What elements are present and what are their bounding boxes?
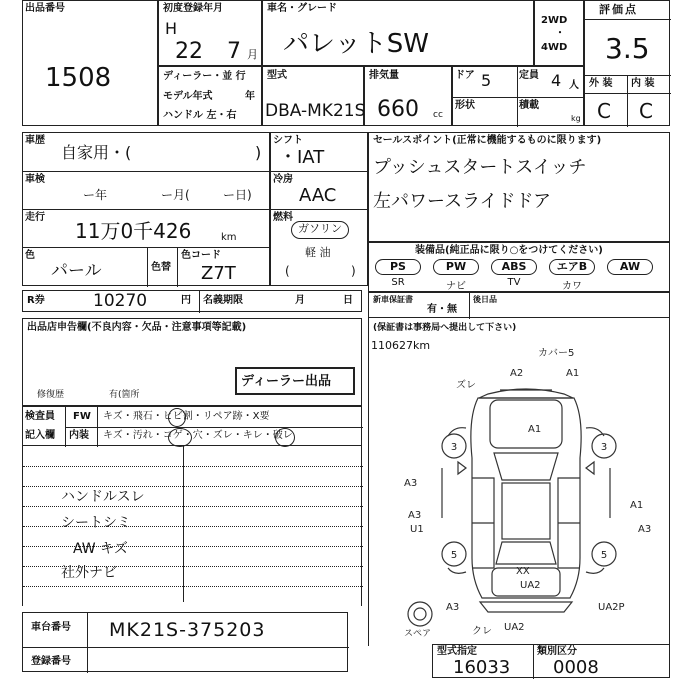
- notes-area: [22, 446, 362, 606]
- recycle-unit: 円: [181, 295, 191, 306]
- lot-number: 1508: [45, 63, 112, 93]
- mark-a2-top: A2: [510, 368, 524, 379]
- exterior-grade: C: [597, 99, 611, 123]
- right-mirror: [586, 462, 594, 474]
- grade-vdivider: [627, 75, 628, 127]
- divider: [23, 506, 363, 507]
- fw-circle-mark: [168, 408, 186, 427]
- warranty-box: [368, 292, 670, 318]
- reg-month: 7: [227, 39, 241, 64]
- fw-label: FW: [73, 411, 91, 422]
- era-mark: H: [165, 19, 178, 38]
- mileage-unit: km: [221, 232, 237, 243]
- vehicle-info-box: [22, 132, 270, 286]
- equipment-item-top: PW: [433, 259, 479, 275]
- seller-report-label: 出品店申告欄(不良内容・欠品・注意事項等記載): [27, 322, 247, 333]
- drive-box: [534, 0, 584, 66]
- car-diagram-svg: [368, 318, 670, 646]
- shape-vdivider: [517, 97, 518, 127]
- displacement-label: 排気量: [369, 70, 399, 81]
- class-value: 0008: [553, 657, 599, 678]
- divider: [23, 171, 271, 172]
- fuel-light-oil: 軽 油: [305, 246, 331, 259]
- seats-label: 定員: [519, 70, 539, 81]
- doors-value: 5: [481, 71, 492, 90]
- mark-xx: XX: [516, 566, 530, 577]
- name-grade-label: 車名・グレード: [267, 3, 337, 14]
- model-name: パレットSW: [283, 29, 429, 59]
- color-label: 色: [25, 250, 35, 261]
- mileage-value: 11万0千426: [75, 219, 192, 243]
- tire-rr-value: 5: [600, 550, 608, 561]
- equipment-label: 装備品(純正品に限り○をつけてください): [415, 245, 603, 256]
- designation-label: 型式指定: [437, 646, 477, 657]
- fuel-gasoline-circled: ガソリン: [291, 221, 349, 239]
- mark-ua2-bottom: UA2: [504, 622, 525, 633]
- limit-month-unit: 月: [295, 295, 305, 306]
- diagram-note: (保証書は事務局へ提出して下さい): [373, 323, 517, 333]
- reg-year: 22: [175, 39, 203, 64]
- type-value: DBA-MK21S: [265, 101, 366, 121]
- equipment-item-bottom: ナビ: [446, 281, 466, 292]
- first-registration-box: [158, 0, 262, 66]
- note-line-3: AW キズ: [73, 541, 128, 557]
- designation-box: [432, 644, 670, 678]
- score-box: [584, 0, 670, 126]
- recycle-box: [22, 290, 362, 312]
- equipment-box: [368, 242, 670, 292]
- mark-a1-center: A1: [528, 424, 542, 435]
- class-label: 類別区分: [537, 646, 577, 657]
- drive-2wd: 2WD: [541, 15, 568, 26]
- swatch-label: 色替: [151, 262, 171, 273]
- mileage-label: 走行: [25, 212, 45, 223]
- history-close: ): [255, 143, 262, 162]
- repair-label: 修復歴: [37, 390, 65, 400]
- mark-kaba: カバー5: [538, 348, 575, 359]
- drive-sep: ・: [555, 28, 565, 39]
- divider: [23, 586, 363, 587]
- shift-value: ・IAT: [279, 147, 325, 168]
- tire-fl-value: 3: [450, 442, 458, 453]
- equipment-item-top: エアB: [549, 259, 595, 275]
- doors-seats-box: [452, 66, 584, 126]
- cc-unit: cc: [433, 110, 443, 120]
- color-value: パール: [51, 261, 102, 281]
- mark-a3-left: A3: [404, 478, 418, 489]
- note-line-2: シートシミ: [61, 515, 131, 531]
- windshield: [494, 453, 558, 480]
- score-label: 評価点: [599, 3, 638, 16]
- selling-point-1: プッシュスタートスイッチ: [373, 157, 587, 178]
- spare-label: スペア: [404, 629, 432, 639]
- hood: [490, 400, 562, 448]
- rear-window: [496, 542, 556, 564]
- type-label: 型式: [267, 70, 287, 81]
- divider: [23, 486, 363, 487]
- aircon-value: AAC: [299, 185, 337, 206]
- diagram-handwritten-mileage: 110627km: [371, 339, 431, 352]
- equipment-item-top: AW: [607, 259, 653, 275]
- mark-u1: U1: [410, 524, 424, 535]
- inspection-day: ー日): [223, 188, 252, 202]
- month-unit: 月: [247, 48, 258, 61]
- displacement-value: 660: [377, 97, 419, 122]
- note-line-4: 社外ナビ: [61, 565, 117, 581]
- int-circle-mark-2: [275, 428, 295, 447]
- repair-value: 有(箇所: [109, 390, 140, 400]
- fuel-label: 燃料: [273, 212, 293, 223]
- name-limit-label: 名義期限: [203, 295, 243, 306]
- interior-label: 内 装: [631, 78, 655, 89]
- selling-points-label: セールスポイント(正常に機能するものに限ります): [373, 135, 602, 146]
- fuel-paren-open: (: [285, 264, 290, 278]
- inspection-year: ー年: [83, 188, 108, 202]
- fuel-paren-close: ): [351, 264, 356, 278]
- left-mirror: [458, 462, 466, 474]
- divider: [147, 247, 148, 287]
- spare-tire: [408, 602, 432, 626]
- color-code-label: 色コード: [181, 250, 221, 261]
- later-items-label: 後日品: [473, 295, 497, 304]
- divider: [183, 446, 184, 602]
- divider: [87, 613, 88, 673]
- mark-a3-right: A3: [638, 524, 652, 535]
- rear-bumper: [480, 602, 572, 612]
- doors-vdivider: [517, 67, 518, 97]
- model-year-unit: 年: [245, 91, 255, 102]
- interior-grade: C: [639, 99, 653, 123]
- doors-label: ドア: [455, 70, 475, 81]
- first-reg-label: 初度登録年月: [163, 3, 223, 14]
- lot-box: [22, 0, 158, 126]
- warranty-label: 新車保証書: [373, 295, 413, 304]
- drive-4wd: 4WD: [541, 42, 568, 53]
- drivetrain-box: [270, 132, 368, 286]
- lot-label: 出品番号: [25, 3, 65, 14]
- divider: [199, 291, 200, 313]
- designation-value: 16033: [453, 657, 511, 678]
- color-code-value: Z7T: [201, 263, 236, 284]
- equipment-item-bottom: SR: [391, 277, 405, 288]
- selling-points-box: [368, 132, 670, 242]
- doors-hdivider: [453, 97, 585, 98]
- equipment-item-bottom: カワ: [562, 281, 582, 292]
- divider: [533, 645, 534, 679]
- tire-fr-value: 3: [600, 442, 608, 453]
- chassis-label: 車台番号: [31, 622, 71, 633]
- inspection-label: 車検: [25, 174, 45, 185]
- type-box: [262, 66, 364, 126]
- dealer-stamp-text: ディーラー出品: [241, 374, 331, 389]
- exterior-label: 外 装: [589, 78, 613, 89]
- grade-divider-2: [585, 93, 671, 94]
- load-label: 積載: [519, 100, 539, 111]
- chassis-box: [22, 612, 348, 672]
- int-circle-mark-1: [168, 428, 192, 447]
- roof: [502, 483, 550, 539]
- model-year-label: モデル年式: [163, 91, 213, 102]
- mark-ua2: UA2: [520, 580, 541, 591]
- seats-unit: 人: [569, 80, 579, 91]
- mark-a1-top: A1: [566, 368, 580, 379]
- recycle-label: R券: [27, 295, 45, 306]
- divider: [271, 171, 369, 172]
- mark-zure: ズレ: [456, 380, 476, 391]
- handle-label: ハンドル 左・右: [163, 110, 237, 121]
- divider: [23, 647, 349, 648]
- inspector-label-2: 記入欄: [25, 430, 55, 441]
- mark-ua2p: UA2P: [598, 602, 625, 613]
- equipment-item-top: PS: [375, 259, 421, 275]
- divider: [23, 209, 271, 210]
- mark-a1-right: A1: [630, 500, 644, 511]
- chassis-value: MK21S-375203: [109, 619, 266, 641]
- score-value: 3.5: [605, 32, 650, 65]
- seats-value: 4: [551, 71, 562, 90]
- inspector-label-1: 検査員: [25, 411, 55, 422]
- score-divider: [585, 19, 671, 20]
- interior-check-label: 内装: [69, 430, 89, 441]
- equipment-item-top: ABS: [491, 259, 537, 275]
- history-label: 車歴: [25, 135, 45, 146]
- reg-number-label: 登録番号: [31, 656, 71, 667]
- divider: [65, 427, 363, 428]
- aircon-label: 冷房: [273, 174, 293, 185]
- divider: [23, 466, 363, 467]
- shift-label: シフト: [273, 135, 303, 146]
- kg-unit: kg: [571, 114, 581, 123]
- inspection-month: ー月(: [161, 188, 190, 202]
- note-line-1: ハンドルスレ: [61, 489, 145, 505]
- recycle-value: 10270: [93, 291, 148, 311]
- name-grade-box: [262, 0, 534, 66]
- tire-rl-value: 5: [450, 550, 458, 561]
- mark-a3-side: A3: [408, 510, 422, 521]
- grade-divider: [585, 75, 671, 76]
- limit-day-unit: 日: [343, 295, 353, 306]
- divider: [177, 247, 178, 287]
- selling-point-2: 左パワースライドドア: [373, 191, 552, 212]
- mark-a3-bottom: A3: [446, 602, 460, 613]
- divider: [469, 293, 470, 319]
- dealer-stamp: [235, 367, 355, 395]
- seller-report-box: [22, 318, 362, 406]
- dealer-box: [158, 66, 262, 126]
- warranty-value: 有・無: [427, 304, 457, 315]
- dealer-label: ディーラー・並 行: [163, 71, 246, 82]
- displacement-box: [364, 66, 452, 126]
- fw-items: キズ・飛石・ヒビ割・リペア跡・X要: [103, 411, 270, 422]
- equipment-item-bottom: TV: [507, 277, 521, 288]
- interior-items: キズ・汚れ・コゲ・穴・ズレ・キレ・破レ: [103, 430, 293, 441]
- mark-kure: クレ: [472, 626, 492, 637]
- inspector-box: [22, 406, 362, 446]
- shape-label: 形状: [455, 100, 475, 111]
- divider: [271, 209, 369, 210]
- history-value: 自家用・(: [61, 143, 132, 162]
